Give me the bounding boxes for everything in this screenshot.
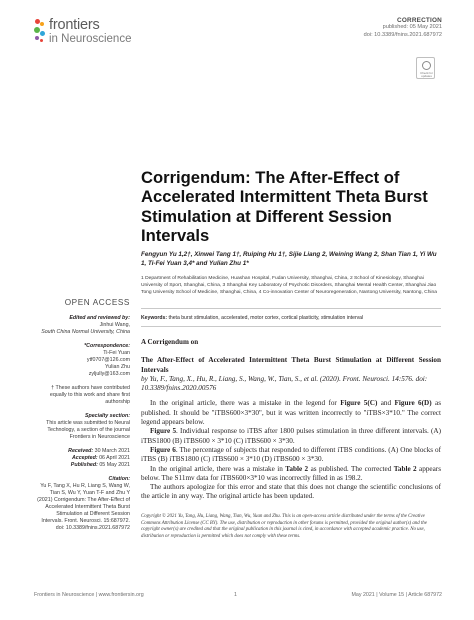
- correspondence-label: *Correspondence:: [84, 343, 130, 349]
- footer-volume: May 2021 | Volume 15 | Article 687972: [351, 592, 442, 598]
- corr-name-2: Yulian Zhu: [104, 364, 130, 370]
- corrected-article-title[interactable]: The After-Effect of Accelerated Intermittent Theta Burst Stimulation at Different Session Intervals: [141, 356, 441, 374]
- article-body: [141, 338, 441, 502]
- page-number: 1: [234, 592, 237, 598]
- logo-dot-2: [40, 22, 44, 26]
- logo-dot-6: [40, 39, 43, 42]
- editor-affiliation: South China Normal University, China: [41, 329, 130, 335]
- check-for-updates-button[interactable]: [416, 57, 435, 79]
- copyright-notice: Copyright © 2021 Yu, Tang, Hu, Liang, Wang, Tian, Wu, Yuan and Zhu. This is an open-access article distributed under the terms of the Creative Commons Attribution License (CC BY). The use, distribution or reproduction in other forums is permitted, provided the original author(s) and the copyright owner(s) are credited and that the original publication in this journal is cited, in accordance with accepted academic practice. No use, distribution or reproduction is permitted which does not comply with these terms.: [141, 514, 427, 539]
- paragraph-2: In the original article, there was a mistake in Table 2 as published. The corrected Table 2 appears below. The S11mv data for iTBS600×3*10 was incorrectly filled in as 198.2.: [141, 464, 441, 482]
- keywords: [141, 315, 441, 321]
- corr-email-1[interactable]: ytf0707@126.com: [86, 357, 130, 363]
- published-date-left: Published: 05 May 2021: [70, 462, 130, 468]
- paragraph-1: In the original article, there was a mistake in the legend for Figure 5(C) and Figure 6(D) as published. It should be "iTBS600×3*30", but it was written incorrectly to "iTBS×3*10." The correct legend appears below.: [141, 399, 441, 427]
- keywords-label: Keywords:: [141, 315, 168, 321]
- frontiers-logo-mark: [34, 19, 46, 49]
- corrigendum-heading: A Corrigendum on: [141, 338, 199, 346]
- check-updates-label: Check for updates: [420, 71, 433, 79]
- frontiers-logo: [34, 18, 144, 52]
- author-list: Fengyun Yu 1,2†, Xinwei Tang 1†, Ruiping Hu 1†, Sijie Liang 2, Weining Wang 2, Shan Tian 1, Yi Wu 1, Ti-Fei Yuan 3,4* and Yulian Zhu 1*: [141, 251, 437, 267]
- equal-contribution-note: † These authors have contributed equally to this work and share first authorship: [49, 385, 130, 405]
- sidebar-info: [34, 299, 130, 532]
- footer-journal[interactable]: Frontiers in Neuroscience | www.frontiersin.org: [34, 592, 144, 598]
- logo-brand: frontiers: [49, 17, 100, 33]
- article-type: CORRECTION: [397, 17, 442, 24]
- citation-label: Citation:: [108, 476, 130, 482]
- article-title: Corrigendum: The After-Effect of Accelerated Intermittent Theta Burst Stimulation at Different Session Intervals: [141, 168, 428, 246]
- divider-bottom: [141, 326, 441, 327]
- figure-6-legend: Figure 6. The percentage of subjects that responded to different iTBS conditions. (A) One blocks of iTBS (B) iTBS1800 (C) iTBS600 × 3*10 (D) iTBS600 × 3*30.: [141, 445, 441, 464]
- open-access-label: OPEN ACCESS: [64, 298, 130, 307]
- logo-dot-4: [40, 31, 45, 36]
- keywords-text: theta burst stimulation, accelerated, motor cortex, cortical plasticity, stimulation interval: [168, 315, 364, 321]
- specialty-section-text: This article was submitted to Neural Technology, a section of the journal Frontiers in Neuroscience: [46, 420, 130, 440]
- paragraph-3: The authors apologize for this error and state that this does not change the scientific conclusions of the article in any way. The original article has been updated.: [141, 483, 441, 501]
- figure-5-legend: Figure 5. Individual response to iTBS after 1800 pulses stimulation in three different intervals. (A) iTBS1800 (B) iTBS600 × 3*10 (C) iTBS600 × 3*30.: [141, 427, 442, 445]
- article-meta: [364, 17, 442, 39]
- journal-name: in Neuroscience: [49, 33, 132, 45]
- received-date: Received: 30 March 2021: [68, 448, 130, 454]
- accepted-date: Accepted: 06 April 2021: [71, 455, 130, 461]
- corr-email-2[interactable]: zyljully@163.com: [88, 371, 130, 377]
- published-date: published: 05 May 2021: [382, 24, 442, 31]
- logo-dot-5: [35, 36, 39, 40]
- check-updates-icon: [422, 61, 431, 70]
- editor-name: Jinhui Wang,: [99, 322, 130, 328]
- divider-top: [141, 308, 441, 309]
- affiliations: 1 Department of Rehabilitation Medicine, Huashan Hospital, Fudan University, Shanghai, China, 2 School of Kinesiology, Shanghai University of Sport, Shanghai, China, 3 Shanghai Key Laboratory of Psychotic Disorders, Shanghai Mental Health Center, Shanghai Jiao Tong University School of Medicine, Shanghai, China, 4 Co-innovation Center of Neuroregeneration, Nantong University, Nantong, China: [141, 276, 437, 296]
- corr-name-1: Ti-Fei Yuan: [103, 350, 130, 356]
- corrected-article-reference: by Yu, F., Tang, X., Hu, R., Liang, S., Wang, W., Tian, S., et al. (2020). Front. Neurosci. 14:576. doi: 10.3389/fnins.2020.00576: [141, 374, 428, 393]
- edited-label: Edited and reviewed by:: [69, 315, 130, 321]
- specialty-section-label: Specialty section:: [84, 413, 130, 419]
- citation-text: Yu F, Tang X, Hu R, Liang S, Wang W, Tian S, Wu Y, Yuan T-F and Zhu Y (2021) Corrigendum: The After-Effect of Accelerated Intermittent Theta Burst Stimulation at Different Session Intervals. Front. Neurosci. 15:687972. doi: 10.3389/fnins.2021.687972: [37, 483, 130, 531]
- article-doi[interactable]: doi: 10.3389/fnins.2021.687972: [363, 31, 442, 38]
